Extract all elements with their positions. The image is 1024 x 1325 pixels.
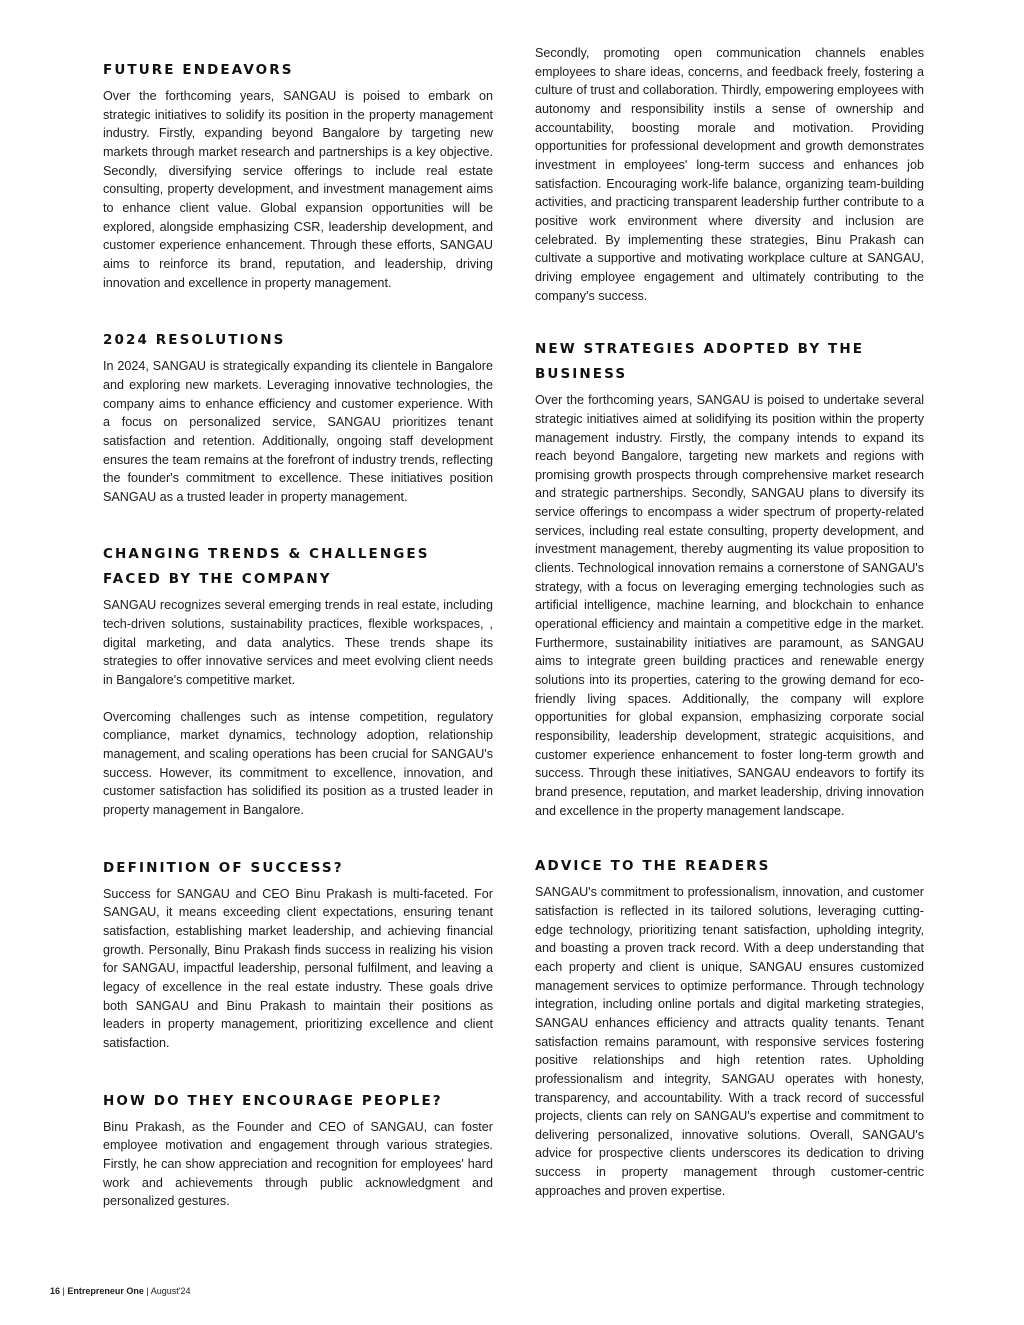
section-body: Success for SANGAU and CEO Binu Prakash is multi-faceted. For SANGAU, it means exceeding client expectations, ensuring tenant satisfaction, establishing market leadership, and achieving financial growth. Personally, Binu Prakash finds success in realizing his vision for SANGAU, impactful leadership, personal fulfilment, and leaving a legacy of excellence in the real estate industry. These goals drive both SANGAU and Binu Prakash to maintain their positions as leaders in property management, prioritizing excellence and client satisfaction.	[103, 886, 493, 1050]
section-heading: ADVICE TO THE READERS	[535, 858, 771, 875]
section-body: Overcoming challenges such as intense competition, regulatory compliance, market dynamics, technology adoption, relationship management, and scaling operations has been crucial for SANGAU's success. However, its commitment to excellence, innovation, and customer satisfaction has solidified its position as a trusted leader in property management in Bangalore.	[103, 709, 493, 818]
paragraph-gap	[103, 690, 493, 708]
section-encourage-continued	[535, 44, 924, 305]
section-heading: DEFINITION OF SUCCESS?	[103, 859, 344, 876]
section-heading: CHANGING TRENDS & CHALLENGES FACED BY THE COMPANY	[103, 546, 430, 588]
section-advice-to-readers	[535, 854, 924, 1200]
section-how-encourage	[103, 1089, 493, 1211]
publication-name: Entrepreneur One	[67, 1286, 144, 1296]
section-body: Over the forthcoming years, SANGAU is poised to embark on strategic initiatives to solidify its position in the property management industry. Firstly, expanding beyond Bangalore by targeting new markets through market research and partnerships is a key objective. Secondly, diversifying service offerings to include real estate consulting, property development, and investment management aims to enhance client value. Global expansion opportunities will be explored, alongside emphasizing CSR, leadership development, and customer experience enhancement. Through these efforts, SANGAU aims to reinforce its brand, reputation, and leadership, driving innovation and excellence in property management.	[103, 89, 493, 290]
footer-separator: |	[60, 1286, 68, 1296]
section-definition-of-success	[103, 856, 493, 1053]
page-footer	[50, 1286, 190, 1296]
section-heading: HOW DO THEY ENCOURAGE PEOPLE?	[103, 1092, 443, 1109]
section-body: In 2024, SANGAU is strategically expanding its clientele in Bangalore and exploring new markets. Leveraging innovative technologies, the company aims to enhance efficiency and customer experience. With a focus on personalized service, SANGAU prioritizes tenant satisfaction and retention. Additionally, ongoing staff development ensures the team remains at the forefront of industry trends, reflecting the founder's commitment to excellence. These initiatives position SANGAU as a trusted leader in property management.	[103, 359, 493, 504]
section-heading: 2024 RESOLUTIONS	[103, 332, 286, 349]
page-number: 16	[50, 1286, 61, 1296]
section-body: Over the forthcoming years, SANGAU is poised to undertake several strategic initiatives aimed at solidifying its position within the property management industry. Firstly, the company intends to expand its reach beyond Bangalore, targeting new markets and regions with promising growth prospects through comprehensive market research and strategic partnerships. Secondly, SANGAU plans to diversify its service offerings to encompass a wider spectrum of property-related services, including real estate consulting, property development, and investment management, thereby augmenting its value proposition to clients. Technological innovation remains a cornerstone of SANGAU's strategy, with a focus on leveraging emerging technologies such as artificial intelligence, machine learning, and blockchain to enhance operational efficiency and maintain a competitive edge in the market. Furthermore, sustainability initiatives are paramount, as SANGAU aims to integrate green building practices and renewable energy solutions into its properties, catering to the growing demand for eco-friendly living spaces. Additionally, the company will explore opportunities for global expansion, emphasizing corporate social responsibility, leadership development, strategic acquisitions, and customer experience enhancement to foster long-term growth and success. Through these initiatives, SANGAU endeavors to fortify its brand presence, reputation, and market leadership, driving innovation and excellence in the property management landscape.	[535, 393, 924, 818]
section-body: Binu Prakash, as the Founder and CEO of SANGAU, can foster employee motivation and engagement through various strategies. Firstly, he can show appreciation and recognition for employees' hard work and achievements through public acknowledgment and personalized gestures.	[103, 1119, 493, 1209]
left-column	[103, 58, 493, 1211]
section-changing-trends	[103, 542, 493, 819]
footer-separator: |	[143, 1286, 151, 1296]
section-body: Secondly, promoting open communication channels enables employees to share ideas, concerns, and feedback freely, fostering a culture of trust and collaboration. Thirdly, empowering employees with autonomy and responsibility instils a sense of ownership and accountability, boosting morale and motivation. Providing opportunities for professional development and growth demonstrates investment in employees' long-term success and enhances job satisfaction. Encouraging work-life balance, organizing team-building activities, and practicing transparent leadership further contribute to a positive work environment where diversity and inclusion are celebrated. By implementing these strategies, Binu Prakash can cultivate a supportive and motivating workplace culture at SANGAU, driving employee engagement and ultimately contributing to the company's success.	[535, 46, 924, 303]
section-future-endeavors	[103, 58, 493, 292]
section-heading: NEW STRATEGIES ADOPTED BY THE BUSINESS	[535, 341, 865, 383]
section-heading: FUTURE ENDEAVORS	[103, 62, 294, 78]
section-2024-resolutions	[103, 328, 493, 506]
section-body: SANGAU's commitment to professionalism, innovation, and customer satisfaction is reflected in its tailored solutions, leveraging cutting-edge technology, prioritizing tenant satisfaction, upholding integrity, and boasting a proven track record. With a deep understanding that each property and client is unique, SANGAU ensures customized management services to optimize performance. Through technology integration, including online portals and digital marketing strategies, SANGAU enhances efficiency and attracts quality tenants. Tenant satisfaction remains paramount, with responsive services fostering positive relationships and high retention rates. Upholding professionalism and integrity, SANGAU operates with honesty, transparency, and accountability. With a track record of successful projects, clients can rely on SANGAU's expertise and commitment to delivering personalized, innovative solutions. Overall, SANGAU's advice for prospective clients underscores its dedication to driving success in property management through customer-centric approaches and proven expertise.	[535, 885, 924, 1198]
issue-date: August'24	[150, 1286, 191, 1296]
section-body: SANGAU recognizes several emerging trends in real estate, including tech-driven solutions, sustainability practices, flexible workspaces, , digital marketing, and data analytics. These trends shape its strategies to offer innovative services and meet evolving client needs in Bangalore's competitive market.	[103, 598, 493, 688]
section-new-strategies	[535, 337, 924, 820]
right-column	[535, 44, 924, 1200]
